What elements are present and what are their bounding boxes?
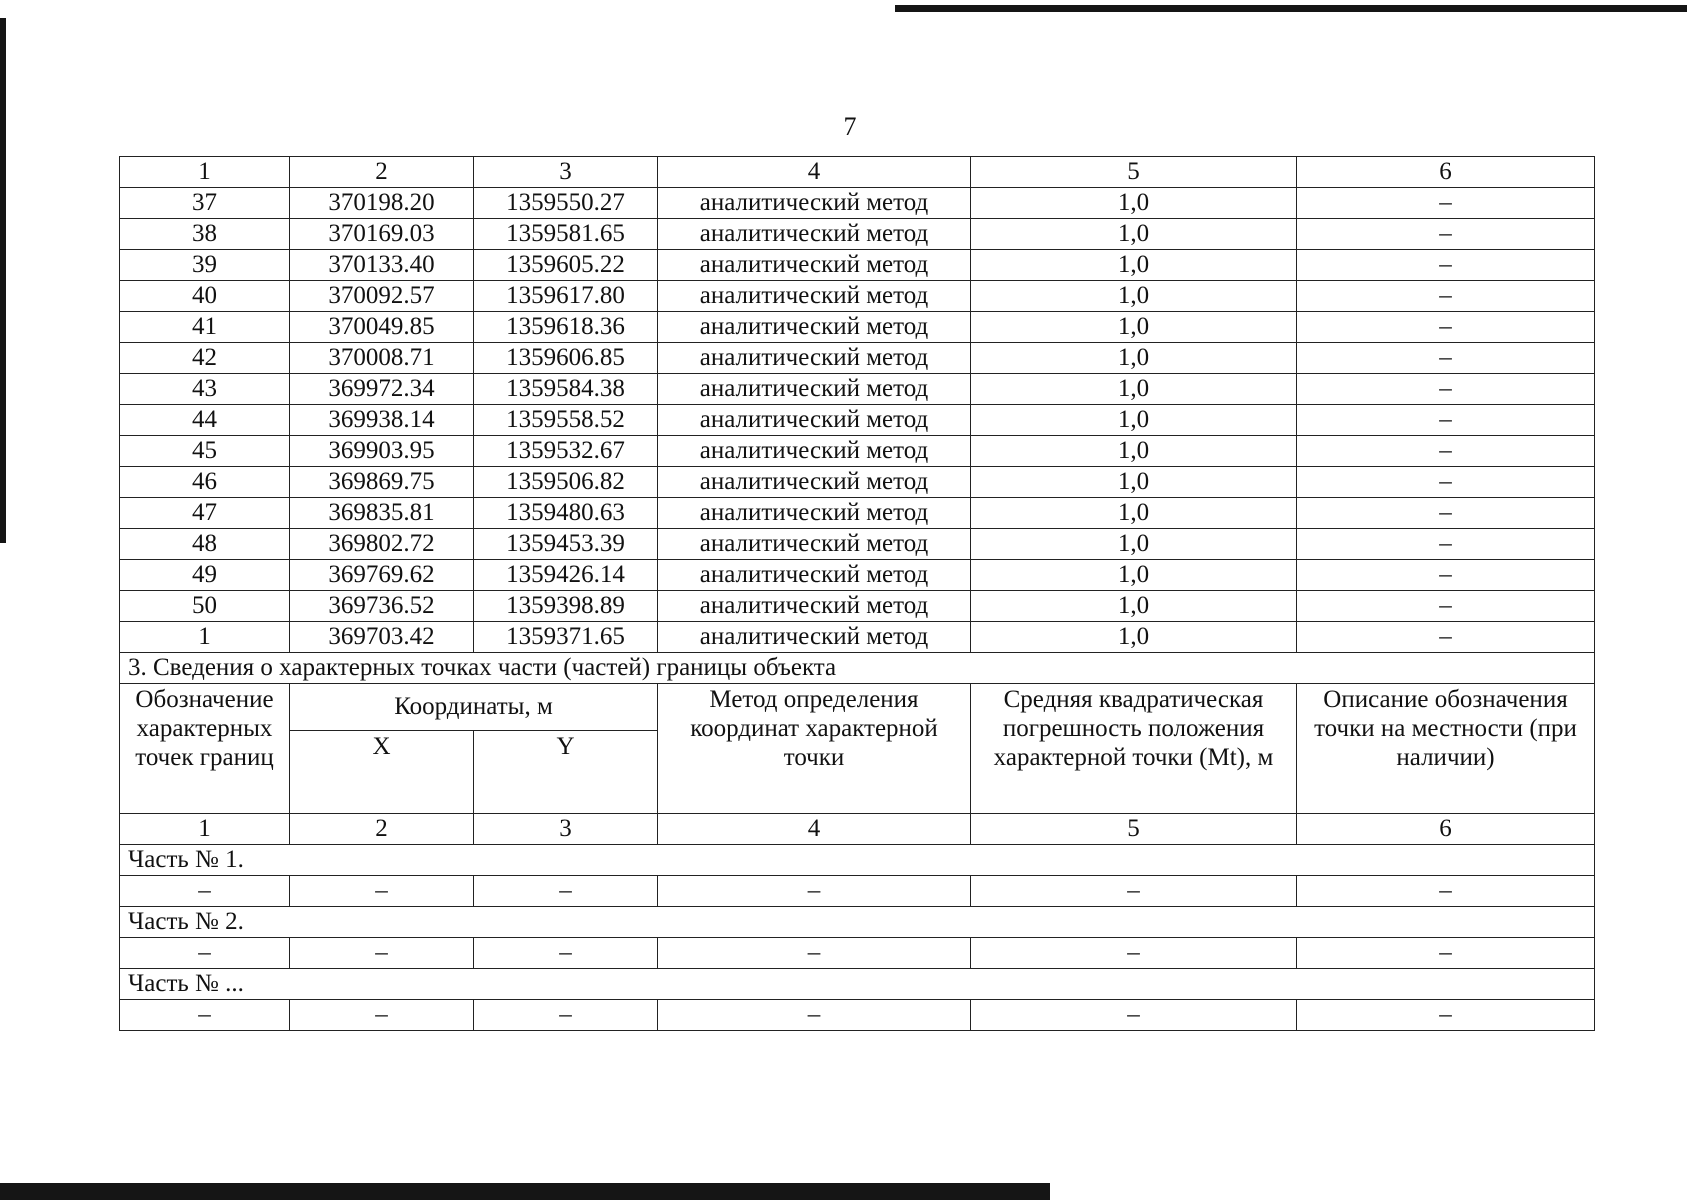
coord-x: 370092.57 bbox=[290, 281, 474, 312]
coord-x: 370133.40 bbox=[290, 250, 474, 281]
coord-x: 370198.20 bbox=[290, 188, 474, 219]
scan-edge-left bbox=[0, 18, 6, 543]
mt-cell: 1,0 bbox=[971, 467, 1297, 498]
header-coordinates: Координаты, м bbox=[290, 684, 658, 731]
header-mt: Средняя квадратическая погрешность положения характерной точки (Mt), м bbox=[971, 684, 1297, 814]
coord-y: 1359581.65 bbox=[474, 219, 658, 250]
column-number: 1 bbox=[120, 157, 290, 188]
description-cell: – bbox=[1297, 498, 1595, 529]
section-column-number-row bbox=[120, 814, 1595, 845]
part-value-cell: – bbox=[474, 876, 658, 907]
part-value-cell: – bbox=[658, 876, 971, 907]
part-values-row bbox=[120, 876, 1595, 907]
method-cell: аналитический метод bbox=[658, 622, 971, 653]
part-value-cell: – bbox=[971, 1000, 1297, 1031]
description-cell: – bbox=[1297, 436, 1595, 467]
coord-y: 1359480.63 bbox=[474, 498, 658, 529]
coord-y: 1359426.14 bbox=[474, 560, 658, 591]
method-cell: аналитический метод bbox=[658, 436, 971, 467]
description-cell: – bbox=[1297, 374, 1595, 405]
table-row bbox=[120, 281, 1595, 312]
table-row bbox=[120, 467, 1595, 498]
mt-cell: 1,0 bbox=[971, 529, 1297, 560]
description-cell: – bbox=[1297, 250, 1595, 281]
method-cell: аналитический метод bbox=[658, 560, 971, 591]
method-cell: аналитический метод bbox=[658, 529, 971, 560]
mt-cell: 1,0 bbox=[971, 498, 1297, 529]
column-number: 6 bbox=[1297, 157, 1595, 188]
part-values-row bbox=[120, 1000, 1595, 1031]
coord-x: 369903.95 bbox=[290, 436, 474, 467]
header-designation: Обозначение характерных точек границ bbox=[120, 684, 290, 814]
point-number: 38 bbox=[120, 219, 290, 250]
column-number: 2 bbox=[290, 814, 474, 845]
point-number: 37 bbox=[120, 188, 290, 219]
part-value-cell: – bbox=[971, 876, 1297, 907]
method-cell: аналитический метод bbox=[658, 312, 971, 343]
description-cell: – bbox=[1297, 405, 1595, 436]
part-label: Часть № ... bbox=[120, 969, 1595, 1000]
point-number: 48 bbox=[120, 529, 290, 560]
description-cell: – bbox=[1297, 188, 1595, 219]
part-values-row bbox=[120, 938, 1595, 969]
coord-y: 1359605.22 bbox=[474, 250, 658, 281]
method-cell: аналитический метод bbox=[658, 343, 971, 374]
mt-cell: 1,0 bbox=[971, 436, 1297, 467]
method-cell: аналитический метод bbox=[658, 250, 971, 281]
page-number: 7 bbox=[843, 112, 857, 141]
method-cell: аналитический метод bbox=[658, 405, 971, 436]
description-cell: – bbox=[1297, 312, 1595, 343]
method-cell: аналитический метод bbox=[658, 467, 971, 498]
table-row bbox=[120, 436, 1595, 467]
description-cell: – bbox=[1297, 281, 1595, 312]
coord-y: 1359617.80 bbox=[474, 281, 658, 312]
point-number: 46 bbox=[120, 467, 290, 498]
mt-cell: 1,0 bbox=[971, 188, 1297, 219]
description-cell: – bbox=[1297, 560, 1595, 591]
part-value-cell: – bbox=[1297, 1000, 1595, 1031]
point-number: 45 bbox=[120, 436, 290, 467]
mt-cell: 1,0 bbox=[971, 405, 1297, 436]
mt-cell: 1,0 bbox=[971, 343, 1297, 374]
part-value-cell: – bbox=[120, 876, 290, 907]
header-method: Метод определения координат характерной точки bbox=[658, 684, 971, 814]
coord-y: 1359398.89 bbox=[474, 591, 658, 622]
coord-y: 1359550.27 bbox=[474, 188, 658, 219]
coord-y: 1359371.65 bbox=[474, 622, 658, 653]
column-number: 3 bbox=[474, 814, 658, 845]
mt-cell: 1,0 bbox=[971, 374, 1297, 405]
coord-x: 369736.52 bbox=[290, 591, 474, 622]
coord-x: 369802.72 bbox=[290, 529, 474, 560]
part-value-cell: – bbox=[120, 938, 290, 969]
part-value-cell: – bbox=[290, 876, 474, 907]
section-title-row bbox=[120, 653, 1595, 684]
column-number: 6 bbox=[1297, 814, 1595, 845]
scan-edge-top bbox=[895, 5, 1687, 12]
mt-cell: 1,0 bbox=[971, 219, 1297, 250]
description-cell: – bbox=[1297, 591, 1595, 622]
section-header-row bbox=[120, 684, 1595, 731]
coord-x: 369972.34 bbox=[290, 374, 474, 405]
table-row bbox=[120, 405, 1595, 436]
part-value-cell: – bbox=[120, 1000, 290, 1031]
table-row bbox=[120, 188, 1595, 219]
mt-cell: 1,0 bbox=[971, 281, 1297, 312]
point-number: 42 bbox=[120, 343, 290, 374]
mt-cell: 1,0 bbox=[971, 560, 1297, 591]
coord-x: 370169.03 bbox=[290, 219, 474, 250]
method-cell: аналитический метод bbox=[658, 374, 971, 405]
part-value-cell: – bbox=[1297, 938, 1595, 969]
mt-cell: 1,0 bbox=[971, 622, 1297, 653]
part-value-cell: – bbox=[658, 1000, 971, 1031]
point-number: 44 bbox=[120, 405, 290, 436]
point-number: 41 bbox=[120, 312, 290, 343]
mt-cell: 1,0 bbox=[971, 312, 1297, 343]
coord-x: 369835.81 bbox=[290, 498, 474, 529]
description-cell: – bbox=[1297, 467, 1595, 498]
column-number: 4 bbox=[658, 157, 971, 188]
table-row bbox=[120, 312, 1595, 343]
part-label-row bbox=[120, 969, 1595, 1000]
coord-y: 1359558.52 bbox=[474, 405, 658, 436]
description-cell: – bbox=[1297, 219, 1595, 250]
part-label: Часть № 1. bbox=[120, 845, 1595, 876]
coord-y: 1359453.39 bbox=[474, 529, 658, 560]
table-row bbox=[120, 374, 1595, 405]
scan-edge-bottom bbox=[0, 1183, 1050, 1200]
mt-cell: 1,0 bbox=[971, 591, 1297, 622]
point-number: 40 bbox=[120, 281, 290, 312]
coordinates-table bbox=[119, 156, 1595, 1031]
header-x: X bbox=[290, 731, 474, 814]
coord-x: 370049.85 bbox=[290, 312, 474, 343]
coord-y: 1359584.38 bbox=[474, 374, 658, 405]
method-cell: аналитический метод bbox=[658, 219, 971, 250]
coord-y: 1359606.85 bbox=[474, 343, 658, 374]
part-value-cell: – bbox=[290, 938, 474, 969]
coord-x: 369769.62 bbox=[290, 560, 474, 591]
coord-x: 369938.14 bbox=[290, 405, 474, 436]
column-number-row bbox=[120, 157, 1595, 188]
method-cell: аналитический метод bbox=[658, 188, 971, 219]
coord-y: 1359506.82 bbox=[474, 467, 658, 498]
point-number: 50 bbox=[120, 591, 290, 622]
description-cell: – bbox=[1297, 529, 1595, 560]
table-row bbox=[120, 219, 1595, 250]
description-cell: – bbox=[1297, 343, 1595, 374]
method-cell: аналитический метод bbox=[658, 281, 971, 312]
part-label-row bbox=[120, 845, 1595, 876]
part-value-cell: – bbox=[474, 1000, 658, 1031]
method-cell: аналитический метод bbox=[658, 591, 971, 622]
point-number: 1 bbox=[120, 622, 290, 653]
header-description: Описание обозначения точки на местности (при наличии) bbox=[1297, 684, 1595, 814]
coord-x: 369869.75 bbox=[290, 467, 474, 498]
column-number: 1 bbox=[120, 814, 290, 845]
coord-x: 369703.42 bbox=[290, 622, 474, 653]
mt-cell: 1,0 bbox=[971, 250, 1297, 281]
method-cell: аналитический метод bbox=[658, 498, 971, 529]
table-row bbox=[120, 591, 1595, 622]
coord-x: 370008.71 bbox=[290, 343, 474, 374]
point-number: 47 bbox=[120, 498, 290, 529]
column-number: 4 bbox=[658, 814, 971, 845]
header-y: Y bbox=[474, 731, 658, 814]
table-row bbox=[120, 498, 1595, 529]
table-row bbox=[120, 343, 1595, 374]
part-label: Часть № 2. bbox=[120, 907, 1595, 938]
part-value-cell: – bbox=[971, 938, 1297, 969]
coord-y: 1359618.36 bbox=[474, 312, 658, 343]
table-row bbox=[120, 560, 1595, 591]
part-value-cell: – bbox=[658, 938, 971, 969]
part-label-row bbox=[120, 907, 1595, 938]
part-value-cell: – bbox=[290, 1000, 474, 1031]
point-number: 49 bbox=[120, 560, 290, 591]
column-number: 5 bbox=[971, 157, 1297, 188]
part-value-cell: – bbox=[1297, 876, 1595, 907]
table-row bbox=[120, 622, 1595, 653]
table-row bbox=[120, 250, 1595, 281]
column-number: 2 bbox=[290, 157, 474, 188]
section-title: 3. Сведения о характерных точках части (частей) границы объекта bbox=[120, 653, 1595, 684]
point-number: 43 bbox=[120, 374, 290, 405]
coord-y: 1359532.67 bbox=[474, 436, 658, 467]
column-number: 5 bbox=[971, 814, 1297, 845]
part-value-cell: – bbox=[474, 938, 658, 969]
point-number: 39 bbox=[120, 250, 290, 281]
description-cell: – bbox=[1297, 622, 1595, 653]
column-number: 3 bbox=[474, 157, 658, 188]
table-row bbox=[120, 529, 1595, 560]
